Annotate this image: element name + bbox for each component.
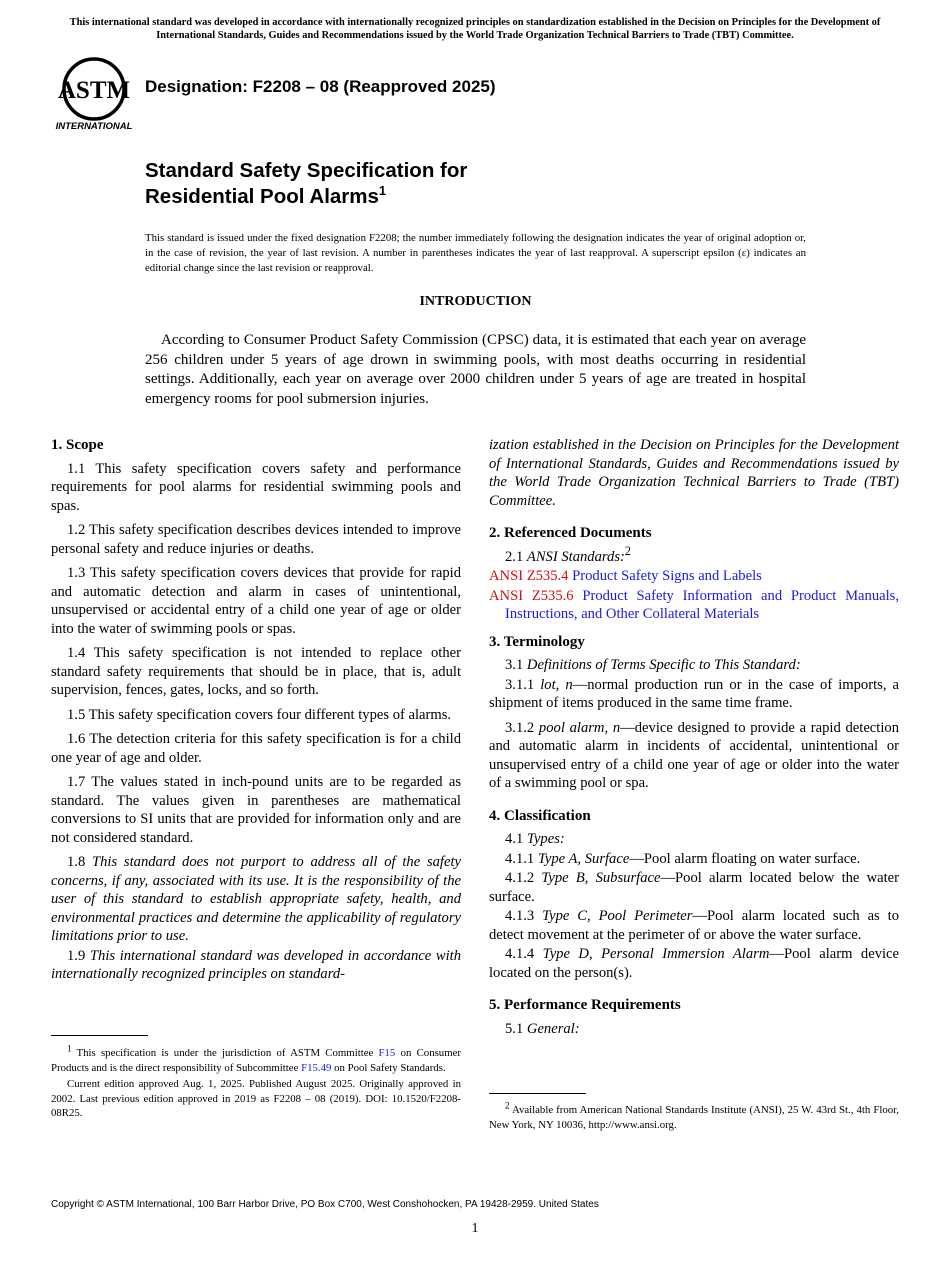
standard-notice: This international standard was developed in accordance with internationally recognized principles on standardization established in the Decision on Principles for the Development of International Standards, Guides and Recommendations issued by the World Trade Organization Technical Barriers to Trade (TBT) Committee. [69, 17, 881, 41]
footnote-1-edition: Current edition approved Aug. 1, 2025. Published August 2025. Originally approved in 2002. Last previous edition approved in 2019 as F2208 – 08 (2019). DOI: 10.1520/F2208-08R25. [51, 1078, 461, 1119]
para-1-5: 1.5 This safety specification covers four different types of alarms. [67, 706, 452, 723]
section-5-heading: 5. Performance Requirements [489, 997, 681, 1013]
section-4-heading: 4. Classification [489, 807, 591, 824]
section-2-heading: 2. Referenced Documents [489, 525, 652, 541]
para-1-3: 1.3 This safety specification covers devices that provide for rapid and automatic detection and alarm in cases of unintentional, unsupervised or accidental entry of a child one year of age or older into the water of swimming pools or spas. [51, 565, 461, 637]
title-line-1: Standard Safety Specification for [145, 159, 468, 182]
para-1-8: 1.8 This standard does not purport to address all of the safety concerns, if any, associated with its use. It is the responsibility of the user of this standard to establish appropriate safety, health, and environmental practices and determine the applicability of regulatory limitations prior to use. [51, 854, 461, 944]
para-1-9: 1.9 This international standard was developed in accordance with internationally recognized principles on standard- [51, 947, 462, 982]
para-2-1: 2.1 ANSI Standards:$^2$ [505, 543, 631, 565]
footnotes-right [489, 1100, 899, 1134]
para-5-1: 5.1 General: [505, 1020, 580, 1037]
copyright-line: Copyright © ASTM International, 100 Barr Harbor Drive, PO Box C700, West Conshohocken, PA 19428-2959. United States [51, 1199, 599, 1210]
designation: Designation: F2208 – 08 (Reapproved 2025) [145, 77, 496, 96]
para-4-1-3: 4.1.3 Type C, Pool Perimeter—Pool alarm located such as to detect movement at the perimeter of or above the water surface. [489, 908, 900, 943]
para-4-1-4: 4.1.4 Type D, Personal Immersion Alarm—Pool alarm device located on the person(s). [489, 946, 899, 981]
para-1-7: 1.7 The values stated in inch-pound units are to be regarded as standard. The values given in parentheses are mathematical conversions to SI units that are provided for information only and are not considered standard. [51, 774, 461, 846]
para-3-1-1: 3.1.1 lot, n—normal production run or in the case of imports, a shipment of items produced in the same time frame. [489, 676, 899, 711]
footnote-2: $^2$ Available from American National Standards Institute (ANSI), 25 W. 43rd St., 4th Floor, New York, NY 10036, http://www.ansi.org. [489, 1100, 899, 1131]
reference-ansi-z535-4[interactable]: ANSI Z535.4 Product Safety Signs and Labels [489, 568, 762, 584]
title-footnote-mark: 1 [378, 183, 387, 199]
footnote-rule-left [51, 1035, 148, 1036]
svg-text:INTERNATIONAL: INTERNATIONAL [55, 121, 133, 132]
page-number: 1 [471, 1221, 479, 1236]
para-1-4: 1.4 This safety specification is not intended to replace other standard safety requirements that should be in place, that is, adult supervision, fences, gates, locks, and so forth. [51, 645, 461, 698]
para-4-1-2: 4.1.2 Type B, Subsurface—Pool alarm located below the water surface. [489, 870, 899, 905]
section-1-heading: 1. Scope [51, 437, 104, 453]
para-1-1: 1.1 This safety specification covers safety and performance requirements for pool alarms for residential swimming pools and spas. [51, 460, 461, 514]
para-3-1: 3.1 Definitions of Terms Specific to This Standard: [505, 657, 801, 673]
footnote-rule-right [489, 1093, 586, 1094]
para-1-6: 1.6 The detection criteria for this safety specification is for a child one year of age and older. [51, 731, 461, 766]
introduction-heading: INTRODUCTION [419, 294, 532, 309]
link-f15[interactable]: F15 [378, 1047, 396, 1059]
para-1-9-continued: ization established in the Decision on Principles for the Development of International Standards, Guides and Recommendations issued by the World Trade Organization Technical Barriers to Trade (TBT) Committee. [489, 437, 899, 509]
astm-international-logo [52, 56, 136, 132]
para-3-1-2: 3.1.2 pool alarm, n—device designed to provide a rapid detection and automatic alarm in incidents of accidental, unintentional or unsupervised entry of a child one year of age or older into the water of a swimming pool or spa. [489, 719, 899, 791]
reference-ansi-z535-6[interactable]: ANSI Z535.6 Product Safety Information and Product Manuals, Instructions, and Other Collateral Materials [489, 587, 899, 622]
introduction-text: According to Consumer Product Safety Commission (CPSC) data, it is estimated that each year on average 256 children under 5 years of age drown in swimming pools, with most deaths occurring in residential settings. Additionally, each year on average over 2000 children under 5 years of age are treated in hospital emergency rooms for pool submersion injuries. [145, 332, 806, 407]
footnotes-left [51, 1043, 461, 1123]
para-1-2: 1.2 This safety specification describes devices intended to improve personal safety and reduce injuries or deaths. [51, 522, 461, 557]
section-3-heading: 3. Terminology [489, 633, 585, 650]
footnote-1: $^1$ This specification is under the jurisdiction of ASTM Committee F15 on Consumer Products and is the direct responsibility of Subcommittee F15.49 on Pool Safety Standards. [51, 1043, 461, 1074]
link-f15-49[interactable]: F15.49 [301, 1061, 332, 1074]
title-line-2: Residential Pool Alarms$^1$ [145, 183, 387, 208]
svg-text:ASTM: ASTM [57, 77, 131, 104]
right-column [489, 436, 899, 1039]
para-4-1-1: 4.1.1 Type A, Surface—Pool alarm floating on water surface. [505, 850, 861, 867]
left-column [51, 436, 461, 990]
document-title [145, 158, 467, 210]
issued-note: This standard is issued under the fixed designation F2208; the number immediately following the designation indicates the year of original adoption or, in the case of revision, the year of last revision. A number in parentheses indicates the year of last reapproval. A superscript epsilon (ε) indicates an editorial change since the last revision or reapproval. [145, 232, 806, 274]
para-4-1: 4.1 Types: [505, 831, 565, 847]
footnote-mark-2: 2 [624, 543, 631, 558]
